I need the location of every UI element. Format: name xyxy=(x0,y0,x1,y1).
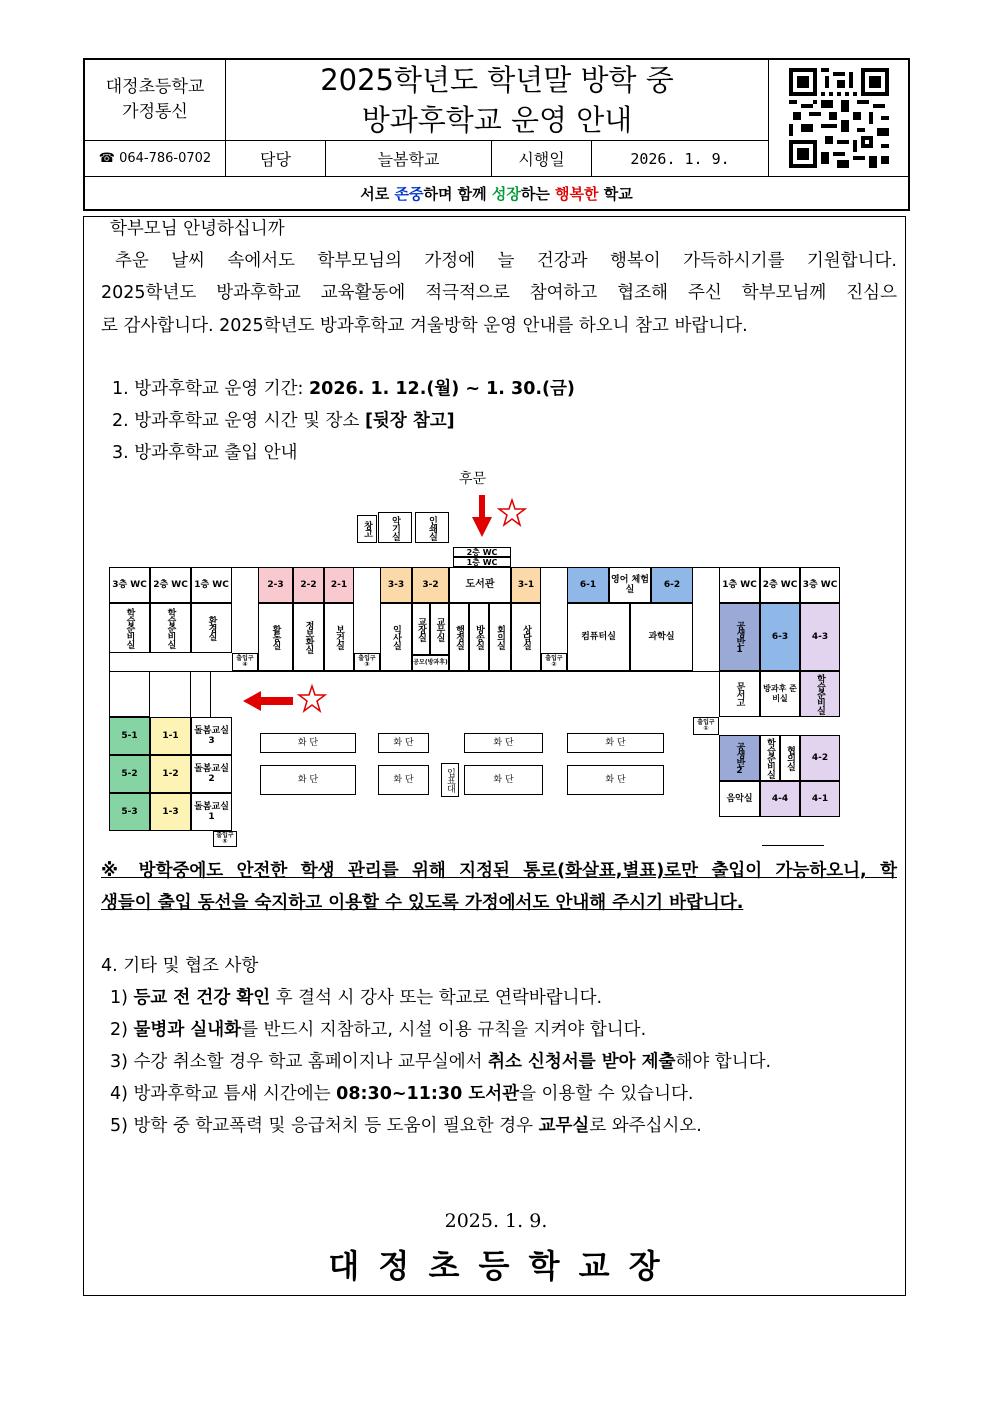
wc-3f-right: 3층 WC xyxy=(800,567,840,603)
notice-line1: ※ 방학중에도 안전한 학생 관리를 위해 지정된 통로(화살표,별표)로만 출입이 가능하오니, 학 xyxy=(101,861,897,881)
health-room: 보건실 xyxy=(324,603,354,671)
care-room-2: 돌봄교실2 xyxy=(191,755,232,793)
podium: 입표대 xyxy=(441,763,459,797)
item-4: 4. 기타 및 협조 사항 xyxy=(101,956,259,976)
flowerbed-5: 화 단 xyxy=(260,765,356,795)
sub-item-4: 4) 방과후학교 틈새 시간에는 08:30~11:30 도서관을 이용할 수 있습니다. xyxy=(110,1084,694,1104)
flowerbed-8: 화 단 xyxy=(567,765,664,795)
class-6-1: 6-1 xyxy=(567,567,609,603)
consult-room: 협의실 xyxy=(780,735,800,781)
class-6-3: 6-3 xyxy=(760,603,800,671)
sub-item-1: 1) 등교 전 건강 확인 후 결석 시 강사 또는 학교로 연락바랍니다. xyxy=(110,988,603,1008)
computer-room: 컴퓨터실 xyxy=(567,603,630,671)
date-value-cell xyxy=(591,140,768,176)
class-4-2: 4-2 xyxy=(800,735,840,781)
left-wing-corridor-a xyxy=(109,672,150,717)
phone-number[interactable]: ☎ 064-786-0702 xyxy=(98,151,212,166)
class-1-1: 1-1 xyxy=(150,717,191,755)
paragraph-line3: 로 감사합니다. 2025학년도 방과후학교 겨울방학 운영 안내를 하오니 참고 바랍니다. xyxy=(101,316,748,336)
exit-arrow-icon xyxy=(241,683,331,721)
exit-1: 출입구 ① xyxy=(693,717,719,735)
manager-value: 늘봄학교 xyxy=(377,150,440,169)
special-class-2: 공생반2 xyxy=(719,735,760,781)
flowerbed-4: 화 단 xyxy=(567,733,664,753)
back-gate-label: 후문 xyxy=(459,471,487,487)
class-1-2: 1-2 xyxy=(150,755,191,793)
entry-arrow-icon xyxy=(469,493,529,543)
notice-line2: 생들이 출입 동선을 숙지하고 이용할 수 있도록 가정에서도 안내해 주시기 바랍니다. xyxy=(101,893,744,913)
counseling-room: 상담실 xyxy=(511,603,541,671)
page-title-line2: 방과후학교 운영 안내 xyxy=(361,103,633,137)
room-storage: 창고 xyxy=(357,515,377,543)
exit-5: 출입구 ⑤ xyxy=(213,831,237,847)
left-wing-corridor-b xyxy=(150,672,191,717)
archive-room: 문서고 xyxy=(719,671,760,717)
class-1-3: 1-3 xyxy=(150,793,191,831)
left-wing-corridor-c xyxy=(191,672,211,717)
broadcast-room: 방송실 xyxy=(469,603,489,671)
environment-room: 환경실 xyxy=(191,603,232,653)
wc-3f-left: 3층 WC xyxy=(109,567,150,603)
date-value: 2026. 1. 9. xyxy=(630,149,730,168)
sub-item-2: 2) 물병과 실내화를 반드시 지참하고, 시설 이용 규칙을 지켜야 합니다. xyxy=(110,1020,647,1040)
page-title-line1: 2025학년도 학년말 방학 중 xyxy=(320,63,674,97)
teachers-office: 교무실 xyxy=(430,603,449,655)
care-room-1: 돌봄교실1 xyxy=(191,793,232,831)
date-label: 시행일 xyxy=(518,150,565,169)
newsletter-label: 가정통신 xyxy=(122,102,188,122)
wc-1f-left: 1층 WC xyxy=(191,567,232,603)
wc-1f-right: 1층 WC xyxy=(719,567,760,603)
class-5-1: 5-1 xyxy=(109,717,150,755)
motto-cell xyxy=(85,176,908,209)
school-cell xyxy=(85,60,225,140)
afterschool-office: 공모(방과후) xyxy=(412,655,449,671)
sub-item-3: 3) 수강 취소할 경우 학교 홈페이지나 교무실에서 취소 신청서를 받아 제출해야 합니다. xyxy=(110,1052,772,1072)
class-4-1: 4-1 xyxy=(800,781,840,817)
wc-2f-left: 2층 WC xyxy=(150,567,191,603)
flowerbed-6: 화 단 xyxy=(378,765,429,795)
school-floor-map xyxy=(107,465,845,850)
class-2-1: 2-1 xyxy=(324,567,354,603)
map-baseline xyxy=(762,845,824,846)
flowerbed-1: 화 단 xyxy=(260,733,356,753)
manager-label: 담당 xyxy=(260,150,291,169)
date-label-cell xyxy=(491,140,591,176)
prep-room-1: 학습준비실 xyxy=(109,603,150,653)
manager-value-cell xyxy=(325,140,491,176)
paragraph-line2: 2025학년도 방과후학교 교육활동에 적극적으로 참여하고 협조해 주신 학부모님께 진심으 xyxy=(101,283,897,303)
meeting-room: 회의실 xyxy=(489,603,511,671)
manager-label-cell xyxy=(225,140,325,176)
admin-office: 행정실 xyxy=(449,603,469,671)
class-3-2: 3-2 xyxy=(412,567,449,603)
prep-room-2: 학습준비실 xyxy=(150,603,191,653)
afterschool-prep-room: 방과후 준비실 xyxy=(760,671,800,717)
class-2-2: 2-2 xyxy=(293,567,324,603)
sub-item-5: 5) 방학 중 학교폭력 및 응급처치 등 도움이 필요한 경우 교무실로 와주십시오. xyxy=(110,1116,702,1136)
motto: 서로 존중하며 함께 성장하는 행복한 학교 xyxy=(360,184,633,203)
greeting: 학부모님 안녕하십니까 xyxy=(110,219,285,239)
signature: 대 정 초 등 학 교 장 xyxy=(328,1247,664,1285)
class-2-3: 2-3 xyxy=(258,567,293,603)
class-4-3: 4-3 xyxy=(800,603,840,671)
item-1: 1. 방과후학교 운영 기간: 2026. 1. 12.(월) ~ 1. 30.(금) xyxy=(112,379,575,399)
music-room: 음악실 xyxy=(719,781,760,817)
prep-room-4: 학습준비실 xyxy=(760,735,780,781)
class-3-3: 3-3 xyxy=(380,567,412,603)
class-5-2: 5-2 xyxy=(109,755,150,793)
principal-room: 교장실 xyxy=(412,603,430,655)
english-room: 영어 체험실 xyxy=(609,567,651,603)
class-4-4: 4-4 xyxy=(760,781,800,817)
class-3-1: 3-1 xyxy=(511,567,541,603)
special-class-1: 공생반1 xyxy=(719,603,760,671)
care-room-3: 돌봄교실3 xyxy=(191,717,232,755)
flowerbed-7: 화 단 xyxy=(464,765,543,795)
wc-2f-right: 2층 WC xyxy=(760,567,800,603)
flowerbed-3: 화 단 xyxy=(464,733,543,753)
item-2: 2. 방과후학교 운영 시간 및 장소 [뒷장 참고] xyxy=(112,411,455,431)
title-cell xyxy=(225,60,768,140)
activity-room: 활동실 xyxy=(258,603,293,671)
school-name: 대정초등학교 xyxy=(105,77,205,97)
room-ixa: 익사실 xyxy=(380,603,412,671)
science-room: 과학실 xyxy=(630,603,693,671)
exit-3: 출입구 ③ xyxy=(354,653,380,671)
phone-cell xyxy=(85,140,225,176)
signature-date: 2025. 1. 9. xyxy=(444,1210,548,1232)
exit-4: 출입구 ④ xyxy=(232,653,258,671)
room-instrument: 악기실 xyxy=(378,512,412,543)
library: 도서관 xyxy=(449,567,511,603)
class-6-2: 6-2 xyxy=(651,567,693,603)
flowerbed-2: 화 단 xyxy=(378,733,429,753)
class-5-3: 5-3 xyxy=(109,793,150,831)
header-table xyxy=(83,58,910,211)
wc-2f-top: 2층 WC xyxy=(453,547,511,557)
room-print: 인쇄실 xyxy=(415,512,449,543)
paragraph-line1: 추운 날씨 속에서도 학부모님의 가정에 늘 건강과 행복이 가득하시기를 기원합니다. xyxy=(115,251,897,271)
info-room: 정보화실 xyxy=(293,603,324,671)
qr-code-icon[interactable] xyxy=(789,68,889,168)
item-3: 3. 방과후학교 출입 안내 xyxy=(112,443,298,463)
wc-1f-top: 1층 WC xyxy=(453,557,511,567)
prep-room-right: 학습준비실 xyxy=(800,671,840,717)
qr-cell xyxy=(768,60,908,176)
exit-2: 출입구 ② xyxy=(541,653,567,671)
